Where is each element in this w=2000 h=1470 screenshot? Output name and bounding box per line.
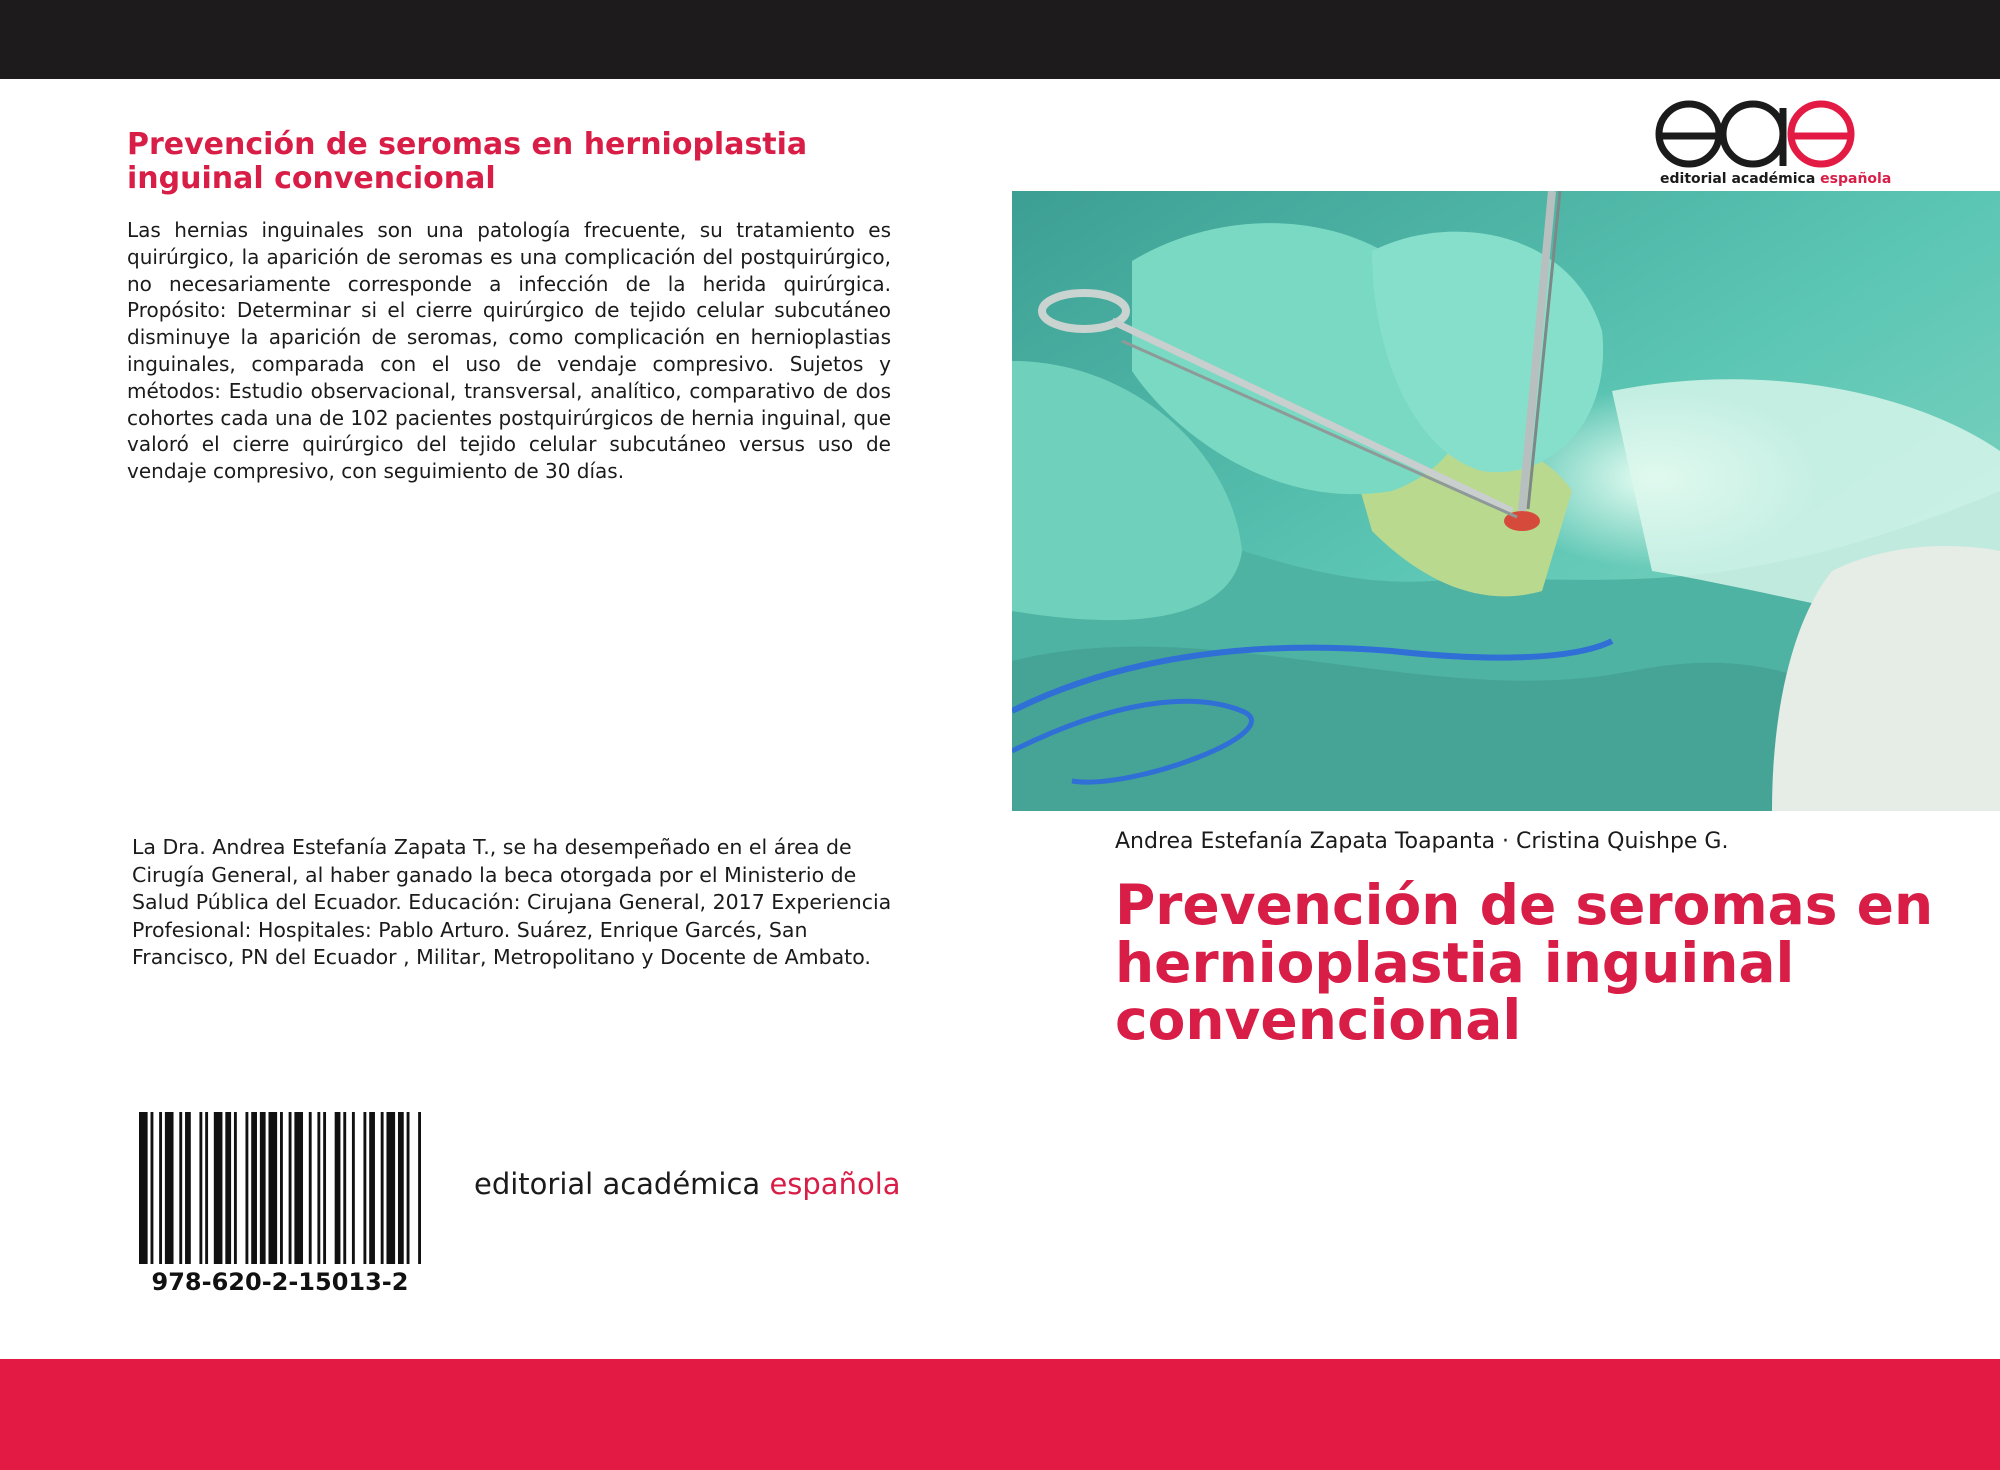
barcode-bar <box>317 1112 320 1264</box>
barcode-bar <box>185 1112 191 1264</box>
isbn-barcode <box>139 1112 421 1264</box>
barcode-bar <box>205 1112 208 1264</box>
barcode-bar <box>268 1112 277 1264</box>
author-bio: La Dra. Andrea Estefanía Zapata T., se ha desempeñado en el área de Cirugía General, al haber ganado la beca otorgada por el Ministerio de Salud Pública del Ecuador. Educación: Cirujana General, 2017 Experiencia Profesional: Hospitales: Pablo Arturo. Suárez, Enrique Garcés, San Francisco, PN del Ecuador , Militar, Metropolitano y Docente de Ambato. <box>132 835 892 969</box>
cover-surgery-photo <box>1012 191 2000 811</box>
barcode-bar <box>245 1112 248 1264</box>
barcode-bar <box>234 1112 237 1264</box>
back-cover-title: Prevención de seromas en hernioplastia inguinal convencional <box>127 127 808 196</box>
top-bar <box>0 0 2000 79</box>
barcode-bar <box>398 1112 404 1264</box>
barcode-bar <box>165 1112 174 1264</box>
barcode-bar <box>159 1112 162 1264</box>
barcode-bar <box>294 1112 303 1264</box>
barcode-bar <box>199 1112 202 1264</box>
barcode-bar <box>139 1112 148 1264</box>
barcode-bar <box>386 1112 395 1264</box>
logo-caption-accent: española <box>1820 171 1892 187</box>
front-cover-title: Prevención de seromas en hernioplastia inguinal convencional <box>1115 873 1934 1052</box>
logo-letter-a <box>1723 104 1783 164</box>
publisher-name-accent: española <box>769 1167 901 1201</box>
barcode-bar <box>335 1112 341 1264</box>
publisher-name-main: editorial académica <box>474 1167 761 1201</box>
bottom-bar <box>0 1359 2000 1470</box>
logo-caption-main: editorial académica <box>1660 171 1816 187</box>
barcode-bar <box>309 1112 312 1264</box>
barcode-bar <box>369 1112 375 1264</box>
barcode-bar <box>151 1112 154 1264</box>
logo-caption <box>1660 171 1891 187</box>
barcode-bar <box>260 1112 266 1264</box>
barcode-bar <box>343 1112 346 1264</box>
barcode-bar <box>352 1112 355 1264</box>
barcode-bar <box>280 1112 283 1264</box>
barcode-bar <box>323 1112 326 1264</box>
barcode-bar <box>251 1112 257 1264</box>
barcode-bar <box>214 1112 223 1264</box>
back-publisher-name <box>474 1167 901 1201</box>
barcode-bar <box>363 1112 366 1264</box>
isbn-number: 978-620-2-15013-2 <box>151 1268 409 1296</box>
barcode-bar <box>225 1112 231 1264</box>
barcode-bar <box>289 1112 292 1264</box>
barcode-bar <box>179 1112 182 1264</box>
barcode-bar <box>407 1112 410 1264</box>
back-cover-abstract: Las hernias inguinales son una patología frecuente, su tratamiento es quirúrgico, la aparición de seromas es una complicación del postquirúrgico, no necesariamente corresponde a infección de la herida quirúrgica. Propósito: Determinar si el cierre quirúrgico de tejido celular subcutáneo disminuye la aparición de seromas, como complicación en hernioplastias inguinales, comparada con el uso de vendaje compresivo. Sujetos y métodos: Estudio observacional, transversal, analítico, comparativo de dos cohortes cada una de 102 pacientes postquirúrgicos de hernia inguinal, que valoró el cierre quirúrgico del tejido celular subcutáneo versus uso de vendaje compresivo, con seguimiento de 30 días. <box>127 218 891 484</box>
barcode-bar <box>418 1112 421 1264</box>
book-authors: Andrea Estefanía Zapata Toapanta · Cristina Quishpe G. <box>1115 829 1729 854</box>
barcode-bar <box>381 1112 384 1264</box>
